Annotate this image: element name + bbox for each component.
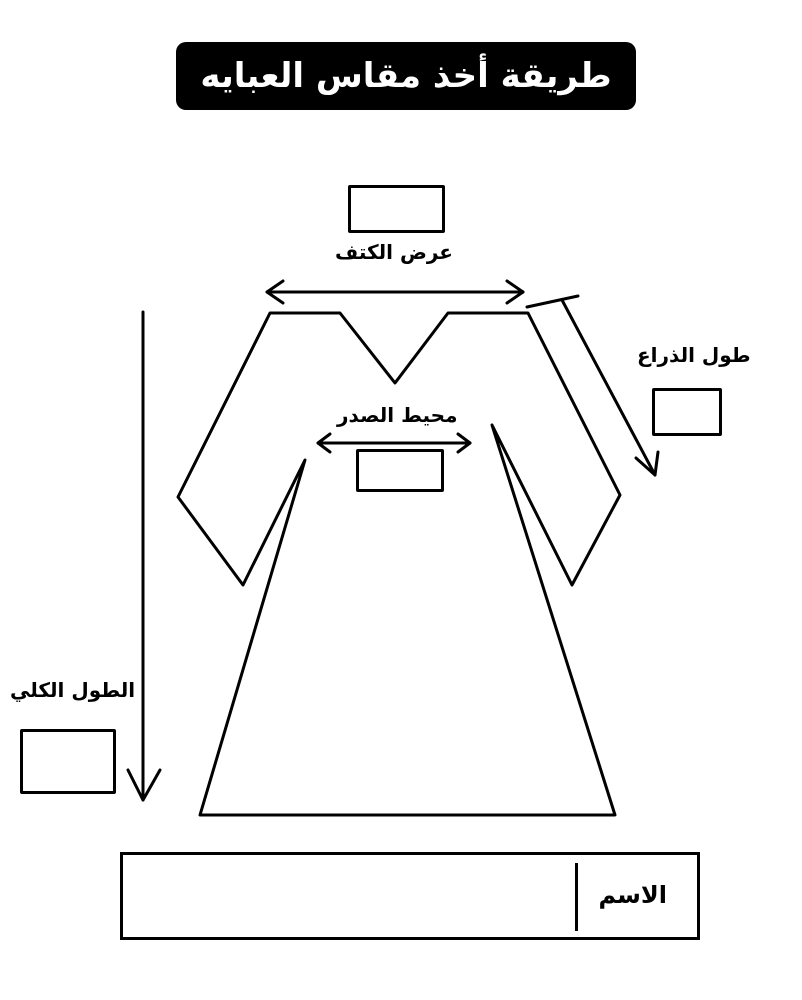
shoulder-width-box[interactable]	[348, 185, 445, 233]
arm-length-arrow	[562, 300, 655, 475]
arm-tick	[527, 296, 578, 307]
page-title: طريقة أخذ مقاس العبايه	[200, 56, 612, 96]
name-input[interactable]	[131, 863, 571, 931]
shoulder-width-label: عرض الكتف	[335, 240, 453, 264]
name-divider	[575, 863, 578, 931]
total-length-label: الطول الكلي	[10, 678, 136, 702]
arm-length-label: طول الذراع	[637, 343, 751, 367]
name-field-container	[120, 852, 700, 940]
arm-length-box[interactable]	[652, 388, 722, 436]
name-label: الاسم	[598, 881, 667, 909]
chest-circumference-label: محيط الصدر	[337, 403, 458, 427]
chest-circumference-box[interactable]	[356, 449, 444, 492]
abaya-outline	[178, 313, 620, 815]
total-length-box[interactable]	[20, 729, 116, 794]
